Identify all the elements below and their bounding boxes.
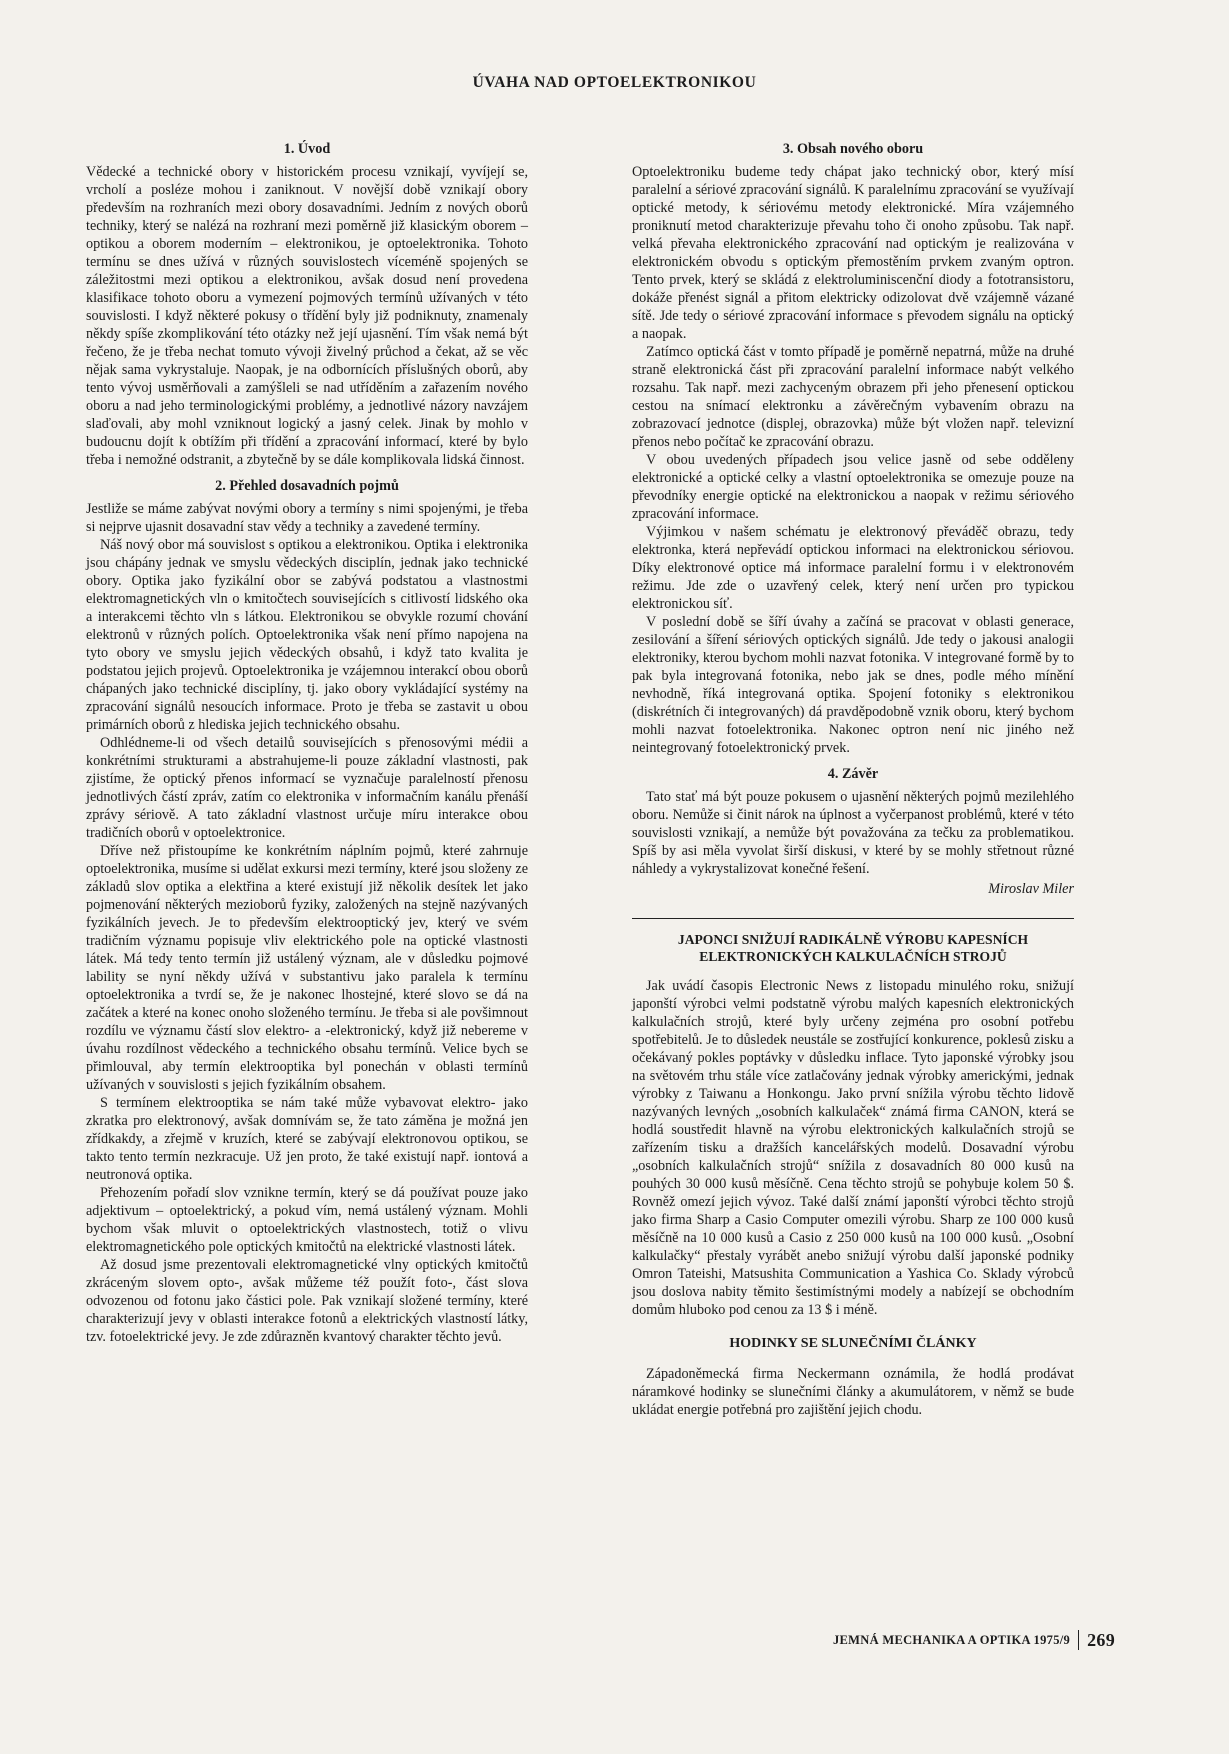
news-heading-calculators: JAPONCI SNIŽUJÍ RADIKÁLNĚ VÝROBU KAPESNÍCH ELEKTRONICKÝCH KALKULAČNÍCH STROJŮ bbox=[677, 932, 1029, 964]
left-column bbox=[86, 140, 528, 1346]
paragraph: Západoněmecká firma Neckermann oznámila, že hodlá prodávat náramkové hodinky se slunečními články a akumulátorem, v němž se bude ukládat energie potřebná pro zajištění jejich chodu. bbox=[632, 1366, 1074, 1418]
section-heading-overview: 2. Přehled dosavadních pojmů bbox=[215, 478, 399, 494]
page-footer bbox=[833, 1630, 1115, 1650]
paragraph: V poslední době se šíří úvahy a začíná se pracovat v oblasti generace, zesilování a šíření sériových optických signálů. Jde tedy o jakousi analogii elektroniky, kterou bychom mohli nazvat fotonika. V integrované formě by to pak byla integrovaná fotonika, nebo jak se dnes, podle mého mínění nevhodně, říká integrovaná optika. Spojení fotoniky s elektronikou (diskrétních či integrovaných) dá pravděpodobně vznik oboru, který bychom mohli nazvat fotoelektronika. Nakonec optron není nic jiného než neintegrovaný fotoelektronický prvek. bbox=[632, 614, 1074, 756]
author-signature: Miroslav Miler bbox=[988, 881, 1074, 897]
section-heading-conclusion: 4. Závěr bbox=[827, 766, 879, 782]
page-number: 269 bbox=[1078, 1630, 1115, 1650]
paragraph: Výjimkou v našem schématu je elektronový převáděč obrazu, tedy elektronka, která nepřevádí optickou informaci na elektronickou sériovou. Díky elektronové optice má informace paralelní formu i v elektronovém režimu. Jde zde o uzavřený celek, který není určen pro typickou elektronickou síť. bbox=[632, 524, 1074, 612]
journal-name: JEMNÁ MECHANIKA A OPTIKA 1975/9 bbox=[832, 1632, 1071, 1647]
paragraph: Náš nový obor má souvislost s optikou a elektronikou. Optika i elektronika jsou chápány jednak ve smyslu vědeckých disciplín, jednak jako technické obory. Optika jako fyzikální obor se zabývá podstatou a vlastnostmi elektromagnetických vln o kmitočtech souvisejících s citlivostí lidského oka a interakcemi těchto vln s látkou. Elektronikou se obvykle rozumí chování elektronů v různých polích. Optoelektronika však není přímo napojena na tyto obory ve smyslu jejich vědeckých obsahů, i když tato kvalita je podstatou jejich projevů. Optoelektronika je vzájemnou interakcí obou oborů chápaných jako technické disciplíny, tj. jako obory vykládající systémy na zpracování signálů nesoucích informace. Proto je třeba se zastavit u obou primárních oborů z hlediska jejich technického obsahu. bbox=[86, 537, 528, 733]
paragraph: Tato stať má být pouze pokusem o ujasnění některých pojmů mezilehlého oboru. Nemůže si činit nárok na úplnost a vyčerpanost problémů, které v této souvislosti vznikají, a nemůže být považována za tečku za problematikou. Spíš by asi měla vyvolat širší diskusi, v které by se mohly střetnout různé náhledy a vykrystalizovat konečné řešení. bbox=[632, 789, 1074, 877]
paragraph: Jestliže se máme zabývat novými obory a termíny s nimi spojenými, je třeba si nejprve ujasnit dosavadní stav vědy a techniky a zavedené termíny. bbox=[86, 501, 528, 535]
paragraph: Vědecké a technické obory v historickém procesu vznikají, vyvíjejí se, vrcholí a posléze mohou i zaniknout. V novější době vznikají obory především na rozhraních mezi obory dosavadními. Jedním z nových oborů techniky, který se nalézá na rozhraní mezi poměrně již klasickým oborem – optikou a oborem moderním – elektronikou, je optoelektronika. Tohoto termínu se dnes užívá v různých souvislostech víceméně spojených se záležitostmi mezi optikou a elektronikou, avšak dosud není provedena klasifikace tohoto oboru a vymezení pojmových termínů užívaných v této souvislosti. I když některé pokusy o třídění byly již podniknuty, znamenaly někdy spíše zkomplikování této otázky než její ujasnění. Tím však nemá být řečeno, že je třeba nechat tomuto vývoji živelný průchod a čekat, až se věc nějak sama vykrystaluje. Naopak, je na odbornících příslušných oborů, aby tento vývoj usměrňovali a zamýšleli se nad utříděním a zařazením nového oboru a nad jeho terminologickými problémy, a jednotlivé názory navzájem slaďovali, aby mohl vzniknout logický a jasný celek. Jinak by mohlo v budoucnu dojít k obtížím při třídění a zpracování informací, které by bylo třeba i nemožné odstranit, a zbytečně by se dále komplikovala lidská činnost. bbox=[86, 164, 528, 468]
paragraph: V obou uvedených případech jsou velice jasně od sebe odděleny elektronické a optické celky a vlastní optoelektronika se omezuje pouze na převodníky energie optické na elektronickou a naopak v režimu sériového zpracování informace. bbox=[632, 452, 1074, 522]
section-heading-content: 3. Obsah nového oboru bbox=[782, 141, 924, 157]
paragraph: Dříve než přistoupíme ke konkrétním náplním pojmů, které zahrnuje optoelektronika, musíme si udělat exkursi mezi termíny, které jsou složeny ze základů slov optika a elektřina a které existují již několik desítek let jako pojmenování některých mezioborů fyziky, založených na stejně nazývaných fyzikálních jevech. Je to především elektrooptický jev, který ve svém tradičním významu popisuje vliv elektrického pole na optické vlastnosti látek. Má tedy tento termín již ustálený význam, ale v důsledku pojmové lability se nyní někdy užívá v substantivu jako paralela k termínu optoelektronika a tvrdí se, že je nakonec lhostejné, které slovo se dá na začátek a které na konec onoho složeného termínu. Je třeba si ale povšimnout rozdílu ve významu částí slov elektro- a -elektronický, když již nebereme v úvahu rozdílnost vědeckého a technického obsahu termínů. Velice bych se přimlouval, aby termín elektrooptika byl ponechán v oblasti termínů užívaných v souvislosti s jejich fyzikálním obsahem. bbox=[86, 843, 528, 1093]
paragraph: Až dosud jsme prezentovali elektromagnetické vlny optických kmitočtů zkráceným slovem opto-, avšak můžeme též použít foto-, část slova odvozenou od fotonu jako částici pole. Pak vznikají složené termíny, které charakterizují jevy v oblasti interakce fotonů a elektrických vlastností látky, tzv. fotoelektrické jevy. Je zde zdůrazněn kvantový charakter těchto jevů. bbox=[86, 1257, 528, 1345]
divider bbox=[632, 918, 1074, 919]
paragraph: Optoelektroniku budeme tedy chápat jako technický obor, který mísí paralelní a sériové zpracování signálů. K paralelnímu zpracování se využívají optické metody, k sériovému metody elektronické. Míra vzájemného proniknutí metod charakterizuje převahu toho či onoho způsobu. Tak např. velká převaha elektronického zpracování nad optickým je realizována v elektronickém obvodu s optickým přemostěním prvkem zvaným optron. Tento prvek, který se skládá z elektroluminiscenční diody a fototransistoru, dokáže přenést signál a přitom elektricky odizolovat dvě vzájemně vázané sítě. Jde tedy o sériové zpracování informace s převodem signálu na optický a naopak. bbox=[632, 164, 1074, 342]
paragraph: Zatímco optická část v tomto případě je poměrně nepatrná, může na druhé straně elektronická část při zpracování paralelní informace nabýt velkého rozsahu. Tak např. mezi zachyceným obrazem při jeho přenesení optickou cestou na snímací elektronku a závěrečným vybavením obrazu na zobrazovací jednotce (displej, obrazovka) může být vložen např. televizní přenos nebo počítač ke zpracování obrazu. bbox=[632, 344, 1074, 450]
paragraph: Odhlédneme-li od všech detailů souvisejících s přenosovými médii a konkrétními strukturami a abstrahujeme-li pouze základní vlastnosti, pak zjistíme, že optický přenos informací se vyznačuje paralelností přenosu jednotlivých částí zpráv, zatím co elektronika v informačním kanálu přenáší zprávy sériově. A tato základní vlastnost určuje míru interakce obou tradičních oborů v optoelektronice. bbox=[86, 735, 528, 841]
right-column bbox=[632, 140, 1074, 1419]
paragraph: Přehozením pořadí slov vznikne termín, který se dá používat pouze jako adjektivum – optoelektrický, a pokud vím, nemá ustálený význam. Mohli bychom však mluvit o optoelektrických vlastnostech, totiž o vlivu elektromagnetického pole optických kmitočtů na elektrické vlastnosti látek. bbox=[86, 1185, 528, 1255]
paragraph: Jak uvádí časopis Electronic News z listopadu minulého roku, snižují japonští výrobci velmi podstatně výrobu malých kapesních elektronických kalkulačních strojů, které byly určeny zejména pro osobní potřebu spotřebitelů. Je to důsledek neustále se zostřující konkurence, poklesů zisku a očekávaný pokles poptávky v důsledku inflace. Tyto japonské výrobky jsou na světovém trhu stále více zatlačovány jednak výrobky americkými, jednak výrobky z Taiwanu a Honkongu. Jako první snížila výrobu těchto lidově nazývaných levných „osobních kalkulaček“ známá firma CANON, která se hodlá soustředit hlavně na výrobu elektronických kalkulačních strojů se zařízením tisku a dražších kancelářských modelů. Dosavadní výrobu „osobních kalkulačních strojů“ snížila z dosavadních 80 000 kusů na pouhých 30 000 kusů měsíčně. Cena těchto strojů se pohybuje kolem 50 $. Rovněž omezí jejich vývoz. Také další známí japonští výrobci těchto strojů jako firma Sharp a Casio Computer omezili výrobu. Sharp ze 100 000 kusů měsíčně na 10 000 kusů a Casio z 250 000 kusů na 100 000 kusů. „Osobní kalkulačky“ přestaly vyrábět anebo snižují výrobu další japonské podniky Omron Tateishi, Matsushita Communication a Yashica Co. Sklady výrobců jsou doslova nabity těmito šestimístnými modely a nabízejí se obchodním domům hluboko pod cenou za 13 $ i méně. bbox=[632, 978, 1074, 1318]
article-title: ÚVAHA NAD OPTOELEKTRONIKOU bbox=[472, 74, 757, 91]
section-heading-intro: 1. Úvod bbox=[283, 141, 331, 157]
paragraph: S termínem elektrooptika se nám také může vybavovat elektro- jako zkratka pro elektronový, avšak domnívám se, že tato záměna je možná jen zřídkakdy, a zřejmě v kruzích, které se zabývají elektronovou optikou, se takto tento termín nezkracuje. Už jen proto, že také existují např. iontová a neutronová optika. bbox=[86, 1095, 528, 1183]
news-heading-watches: HODINKY SE SLUNEČNÍMI ČLÁNKY bbox=[729, 1336, 977, 1351]
